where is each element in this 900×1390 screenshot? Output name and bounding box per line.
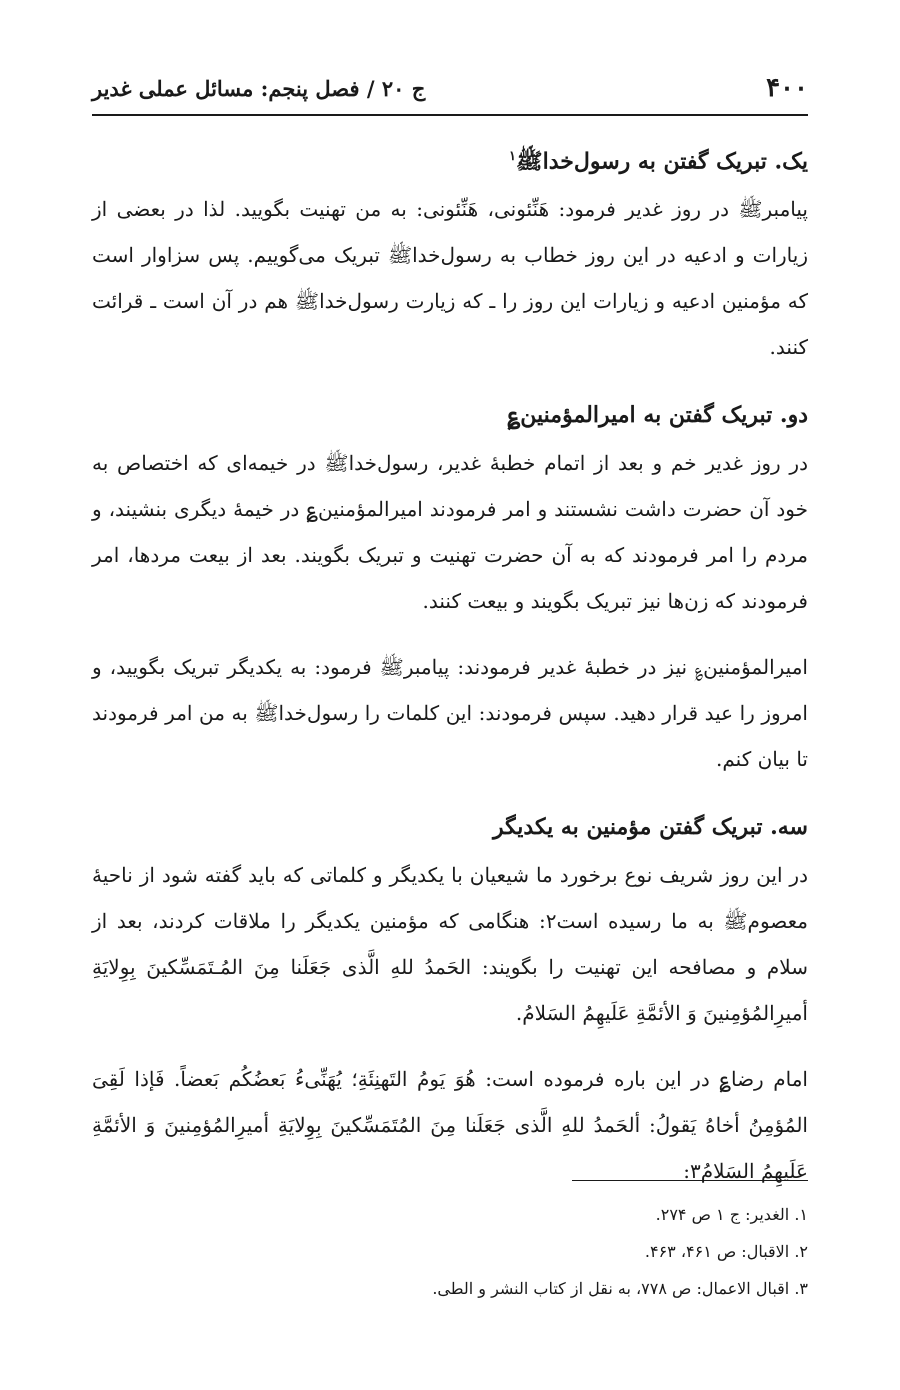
paragraph: در این روز شریف نوع برخورد ما شیعیان با یکدیگر و کلماتی که باید گفته شود از ناحیهٔ معصومﷺ به ما رسیده است۲: هنگامی که مؤمنین یکدیگر را ملاقات کردند، بعد از سلام و مصافحه این تهنیت را بگویند: الحَمدُ للهِ الَّذی جَعَلَنا مِنَ المُـتَمَسِّکینَ بِوِلايَةِ أميرِالمُؤمِنينَ وَ الأئمَّةِ عَلَيهِمُ السَلامُ. [92, 863, 808, 1026]
paragraph: پیامبرﷺ در روز غدیر فرمود: هَنِّئونی، هَنِّئونی: به من تهنیت بگویید. لذا در بعضی از زیارات و ادعیه در این روز خطاب به رسول‌خداﷺ تبریک می‌گوییم. پس سزاوار است که مؤمنین ادعیه و زیارات این روز را ـ که زیارت رسول‌خداﷺ هم در آن است ـ قرائت کنند. [92, 197, 808, 360]
footnote: ۳. اقبال الاعمال: ص ۷۷۸، به نقل از کتاب النشر و الطی. [432, 1279, 808, 1298]
footnote-marker: ۱ [509, 149, 517, 164]
page-body [92, 132, 808, 1214]
page-header [92, 62, 808, 116]
section-heading: یک. تبریک گفتن به رسول‌خداﷺ$^۱$ [509, 148, 808, 175]
section-congratulate-prophet [92, 132, 808, 370]
footnotes [92, 1196, 808, 1307]
section-heading: سه. تبریک گفتن مؤمنین به یکدیگر [493, 814, 808, 841]
section-congratulate-amir [92, 390, 808, 782]
paragraph: در روز غدیر خم و بعد از اتمام خطبهٔ غدیر، رسول‌خداﷺ در خیمه‌ای که اختصاص به خود آن حضرت داشت نشستند و امر فرمودند امیرالمؤمنین؏ در خیمهٔ دیگری بنشیند، و مردم را امر فرمودند که به آن حضرت تهنیت و تبریک بگویند. بعد از بیعت مردها، امر فرمودند که زن‌ها نیز تبریک بگویند و بیعت کنند. [92, 451, 808, 614]
section-congratulate-believers [92, 802, 808, 1194]
running-title: ج ۲۰ / فصل پنجم: مسائل عملی غدیر [92, 75, 426, 101]
footnote: ۲. الاقبال: ص ۴۶۱، ۴۶۳. [644, 1242, 808, 1261]
paragraph: امیرالمؤمنین؏ نیز در خطبهٔ غدیر فرمودند: پیامبرﷺ فرمود: به یکدیگر تبریک بگویید، و امروز را عید قرار دهید. سپس فرمودند: این کلمات را رسول‌خداﷺ به من امر فرمودند تا بیان کنم. [92, 655, 808, 772]
paragraph: امام رضا؏ در این باره فرموده است: هُوَ يَومُ التَهنِئَةِ؛ يُهَنِّیءُ بَعضُكُم بَعضاً. فَإذا لَقِیَ المُؤمِنُ أخاهُ يَقولُ: ألحَمدُ للهِ الَّذی جَعَلَنا مِنَ المُتَمَسِّكينَ بِوِلايَةِ أميرِالمُؤمِنينَ وَ الأئمَّةِ عَلَيهِمُ السَلامُ۳: [92, 1067, 808, 1184]
page-number: ۴۰۰ [766, 73, 808, 103]
footnote-separator [572, 1180, 808, 1181]
section-heading: دو. تبریک گفتن به امیرالمؤمنین؏ [507, 402, 808, 429]
footnote: ۱. الغدیر: ج ۱ ص ۲۷۴. [655, 1205, 808, 1224]
